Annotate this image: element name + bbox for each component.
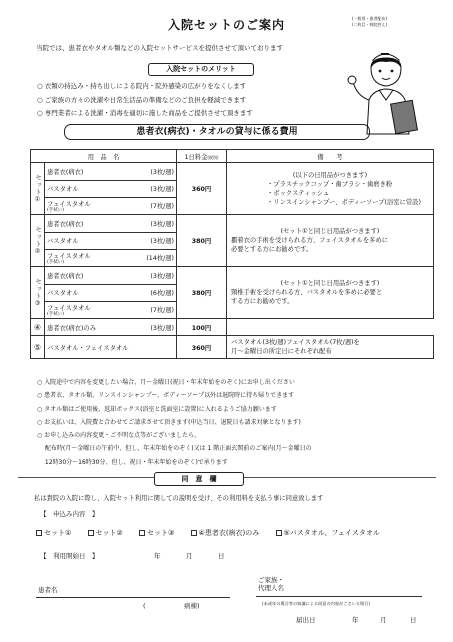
- col-header-price: 1日料金(税別): [177, 150, 227, 163]
- checkbox[interactable]: [191, 530, 197, 536]
- row5-item: バスタオル・フェイスタオル: [45, 336, 177, 359]
- rental-table: [30, 149, 434, 359]
- ward-open: (: [143, 602, 146, 610]
- row4-price: 100円: [177, 319, 227, 336]
- set2-remarks: (セット①と同じ日用品がつきます) 覇着衣の手術を受けられる方、フェイスタオルを多めに 必要とする方にお勧めです。: [227, 215, 434, 267]
- set1-label: セット①: [31, 163, 45, 215]
- row4-label: ④: [31, 319, 45, 336]
- start-year: 年: [154, 552, 161, 560]
- merit-list: [37, 80, 253, 121]
- set3-remarks: (セット①と同じ日用品がつきます) 頸椎手術を受けられる方、バスタオルを多めに必要と する方にお勧めです。: [227, 267, 434, 319]
- apply-label: 【 申込み内容 】: [40, 510, 99, 518]
- set1-items: 患者衣(病衣) (3枚/週) バスタオル (3枚/週) フェイスタオル (手拭い) (7枚/週): [45, 163, 177, 215]
- family-note: (未成年の場合等の知識による同意の内容がごさいる場合): [262, 601, 370, 606]
- notes-list: [37, 376, 312, 469]
- note-item: 配布時(月〜金曜日の午前中、但し、年末年始をのぞく)又は 1 階正面玄関前のご案内(月〜金曜日の: [37, 445, 312, 453]
- checkbox[interactable]: [36, 530, 42, 536]
- option-set2[interactable]: セット②: [88, 529, 123, 537]
- submit-year: 年: [352, 616, 359, 624]
- note-item: ○ お申し込みの内容変更・ご不明な点等がございましたら、: [37, 432, 201, 440]
- checkbox[interactable]: [276, 530, 282, 536]
- row5-price: 360円: [177, 336, 227, 359]
- rental-cost-title: 患者衣(病衣)・タオルの貸与に係る費用: [64, 124, 370, 140]
- checkbox[interactable]: [88, 530, 94, 536]
- patient-name-label: 患者名: [38, 586, 58, 594]
- checkbox[interactable]: [139, 530, 145, 536]
- set2-row: [31, 215, 434, 267]
- note-item: ○ 入院途中で内容を変更したい場合、月〜金曜日(祝日・年末年始をのぞく)にお申し出ください: [37, 379, 295, 386]
- submit-date-label: 届出日: [296, 616, 316, 624]
- set2-price: 380円: [177, 215, 227, 267]
- patient-name-field[interactable]: [36, 597, 230, 598]
- option-list: [36, 529, 446, 538]
- consent-heading: 同 意 欄: [154, 472, 244, 486]
- row4-remarks: [227, 319, 434, 336]
- page-title: 入院セットのご案内: [167, 18, 285, 32]
- set3-items: 患者衣(病衣) (3枚/週) バスタオル (6枚/週) フェイスタオル (手拭い) (7枚/週): [45, 267, 177, 319]
- merit-heading: 入院セットのメリット: [148, 63, 254, 76]
- row4: [31, 319, 434, 336]
- start-day: 日: [218, 552, 225, 560]
- set2-label: セット②: [31, 215, 45, 267]
- row5-label: ⑤: [31, 336, 45, 359]
- family-name-field[interactable]: [256, 596, 422, 597]
- option-set1[interactable]: セット①: [36, 529, 71, 537]
- set1-price: 360円: [177, 163, 227, 215]
- set1-row: [31, 163, 434, 215]
- row5-remarks: バスタオル(3枚/週)フェイスタオル(7枚/週)を 月〜金曜日の所定日にそれぞれ配布: [227, 336, 434, 359]
- row5: [31, 336, 434, 359]
- note-item: ○ お支払いは、入院費と合わせてご請求させて頂きます(申込当日、退院日も請求対象となります): [37, 418, 301, 426]
- start-date-label: 【 利用開始日 】: [40, 552, 99, 560]
- intro-text: 当院では、患者衣やタオル類などの入院セットサービスを提供させて頂いております: [36, 44, 283, 52]
- merit-item: ○ ご家族の方々の洗濯や日常生活品の準備などのご負担を軽減できます: [37, 95, 247, 104]
- note-item: 12時30分〜16時30分、但し、祝日・年末年始をのぞく)で承ります: [37, 458, 228, 466]
- col-header-remarks: 備 考: [227, 150, 434, 163]
- option-towels[interactable]: ⑤バスタオル、フェイスタオル: [276, 529, 380, 537]
- set3-label: セット③: [31, 267, 45, 319]
- title-note: (一般用・患者配布) (二枚目・病院控え): [352, 16, 388, 27]
- col-header-items: 用 品 名: [31, 150, 177, 163]
- option-gown-only[interactable]: ④患者衣(病衣)のみ: [191, 529, 260, 537]
- start-month: 月: [186, 552, 193, 560]
- submit-month: 月: [380, 616, 387, 624]
- consent-statement: 私は貴院の入院に際し、入院セット利用に関しての説明を受け、その利用料を支払う事に同意致します: [34, 495, 324, 502]
- ward-label: 病棟): [184, 602, 200, 610]
- nurse-illustration: [343, 40, 431, 136]
- merit-item: ○ 専門業者による洗濯・消毒を適切に施した商品をご提供させて頂きます: [37, 109, 253, 117]
- set1-remarks: (以下の日用品がつきます) ・プラスチックコップ・歯ブラシ・歯磨き粉 ・ボックスティッシュ ・リンスインシャンプー、ボディーソープ(浴室に常設): [227, 163, 434, 215]
- merit-item: ○ 衣類の持込み・持ち出しによる院内・院外感染の広がりをなくします: [37, 82, 247, 90]
- option-set3[interactable]: セット③: [139, 529, 174, 537]
- row4-item: 患者衣(病衣)のみ (3枚/週): [45, 319, 177, 336]
- set2-items: 患者衣(病衣) (3枚/週) バスタオル (3枚/週) フェイスタオル (手拭い) (14枚/週): [45, 215, 177, 267]
- set3-row: [31, 267, 434, 319]
- note-item: ○ タオル類はご使用後、返却ボックス(浴室と洗面室に設置)に入れるようご協力願います: [37, 405, 277, 413]
- submit-day: 日: [410, 616, 417, 624]
- note-item: ○ 患者衣、タオル類、リンスインシャンプー、ボディーソープ以外は退院時に持ち帰りできます: [37, 392, 295, 400]
- family-name-label: ご家族・ 代理人名: [258, 576, 284, 592]
- set3-price: 380円: [177, 267, 227, 319]
